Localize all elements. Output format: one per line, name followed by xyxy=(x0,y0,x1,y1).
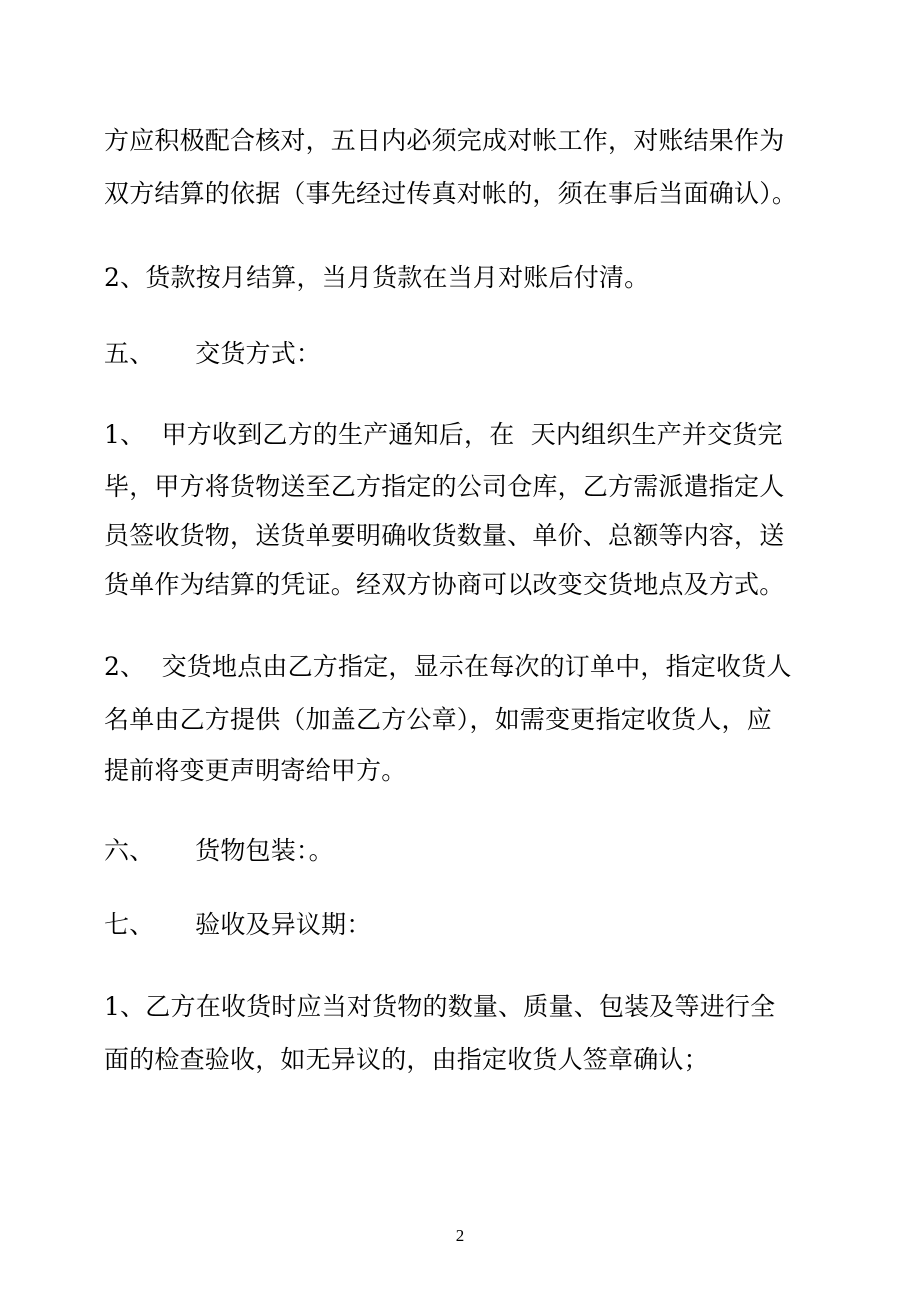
paragraph-line: 毕，甲方将货物送至乙方指定的公司仓库，乙方需派遣指定人 xyxy=(104,472,785,501)
section-heading: 六、 货物包装：。 xyxy=(104,836,334,865)
paragraph-line: 名单由乙方提供（加盖乙方公章），如需变更指定收货人，应 xyxy=(104,705,772,734)
section-heading: 七、 验收及异议期： xyxy=(104,910,372,939)
paragraph-line: 双方结算的依据（事先经过传真对帐的，须在事后当面确认）。 xyxy=(104,179,798,208)
section-heading: 五、 交货方式： xyxy=(104,339,322,368)
paragraph-line: 提前将变更声明寄给甲方。 xyxy=(104,756,407,785)
paragraph-line: 面的检查验收，如无异议的，由指定收货人签章确认； xyxy=(104,1045,709,1074)
paragraph-line: 1、乙方在收货时应当对货物的数量、质量、包装及等进行全 xyxy=(104,992,776,1021)
page-number: 2 xyxy=(455,1226,465,1245)
paragraph-line: 货单作为结算的凭证。经双方协商可以改变交货地点及方式。 xyxy=(104,570,785,599)
paragraph-line: 2、 交货地点由乙方指定，显示在每次的订单中，指定收货人 xyxy=(104,652,792,681)
paragraph-line: 2、货款按月结算，当月货款在当月对账后付清。 xyxy=(104,263,650,292)
paragraph-line: 员签收货物，送货单要明确收货数量、单价、总额等内容，送 xyxy=(104,521,785,550)
paragraph-line: 方应积极配合核对，五日内必须完成对帐工作，对账结果作为 xyxy=(104,126,785,155)
paragraph-line: 1、 甲方收到乙方的生产通知后，在 天内组织生产并交货完 xyxy=(104,420,783,449)
